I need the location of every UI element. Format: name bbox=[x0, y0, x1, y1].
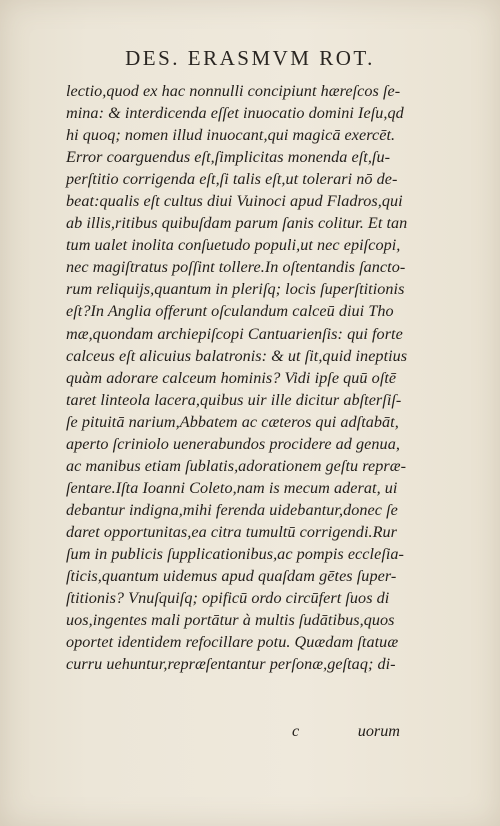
text-line: ſum in publicis ſupplicationibus,ac pompis eccleſia- bbox=[66, 544, 404, 563]
text-line: ab illis,ritibus quibuſdam parum ſanis colitur. Et tan bbox=[66, 214, 408, 233]
running-head: DES. ERASMVM ROT. bbox=[125, 46, 375, 70]
text-line: calceus eſt alicuius balatronis: & ut ſit,quid ineptius bbox=[66, 346, 408, 365]
text-line: debantur indigna,mihi ferenda uidebantur,donec ſe bbox=[66, 500, 398, 519]
text-line: rum reliquijs,quantum in pleriſq; locis ſuperſtitionis bbox=[66, 280, 405, 299]
text-line: eſt?In Anglia offerunt oſculandum calceū diui Tho bbox=[66, 302, 394, 321]
text-line: Error coarguendus eſt,ſimplicitas monenda eſt,ſu- bbox=[66, 148, 391, 167]
catchword: uorum bbox=[357, 722, 400, 740]
text-line: aperto ſcriniolo uenerabundos procidere ad genua, bbox=[66, 434, 400, 453]
text-line: perſtitio corrigenda eſt,ſi talis eſt,ut tolerari nō de- bbox=[66, 170, 398, 189]
text-line: hi quoq; nomen illud inuocant,qui magicā exercēt. bbox=[66, 126, 396, 145]
text-line: uos,ingentes mali portātur à multis ſudātibus,quos bbox=[66, 611, 395, 630]
text-line: quàm adorare calceum hominis? Vidi ipſe quū oſtē bbox=[66, 368, 397, 387]
text-block bbox=[66, 80, 411, 675]
text-line: ſe pituitā narium,Abbatem ac cæteros qui adſtabāt, bbox=[66, 412, 399, 431]
signature-mark: c bbox=[292, 722, 300, 740]
text-line: lectio,quod ex hac nonnulli concipiunt hæreſcos ſe- bbox=[66, 82, 401, 100]
text-line: mæ,quondam archiepiſcopi Cantuarienſis: qui forte bbox=[66, 324, 403, 343]
text-line: taret linteola lacera,quibus uir ille dicitur abſterſiſ- bbox=[66, 390, 402, 409]
text-line: curru uehuntur,repræſentantur perſonæ,geſtaq; di- bbox=[66, 655, 396, 674]
text-line: ſtitionis? Vnuſquiſq; opificū ordo circūfert ſuos di bbox=[66, 589, 390, 608]
text-line: oportet identidem refocillare potu. Quædam ſtatuæ bbox=[66, 633, 399, 652]
text-line: mina: & interdicenda eſſet inuocatio domini Ieſu,qd bbox=[66, 104, 404, 123]
text-line: tum ualet inolita conſuetudo populi,ut nec epiſcopi, bbox=[66, 236, 401, 255]
text-line: nec magiſtratus poſſint tollere.In oſtentandis ſancto- bbox=[66, 258, 406, 277]
text-line: ſticis,quantum uidemus apud quaſdam gētes ſuper- bbox=[66, 567, 397, 586]
text-line: ſentare.Iſta Ioanni Coleto,nam is mecum aderat, ui bbox=[66, 478, 398, 497]
text-line: daret opportunitas,ea citra tumultū corrigendi.Rur bbox=[66, 522, 398, 541]
text-line: ac manibus etiam ſublatis,adorationem geſtu repræ- bbox=[66, 456, 407, 475]
text-line: beat:qualis eſt cultus diui Vuinoci apud Fladros,qui bbox=[66, 192, 403, 211]
